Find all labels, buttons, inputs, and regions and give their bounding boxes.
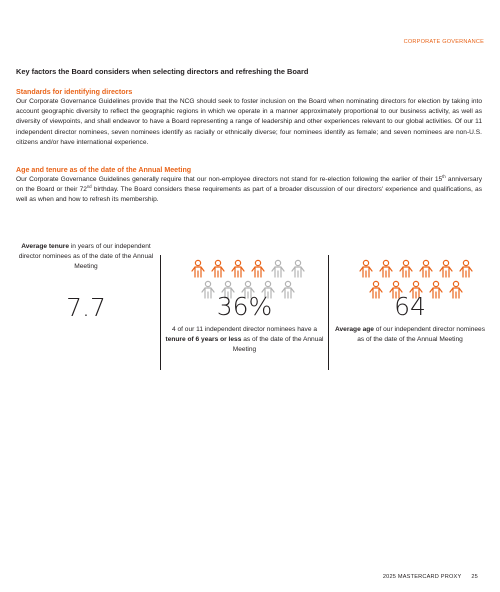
tenure-value: 7.7 — [66, 293, 106, 322]
standards-paragraph: Our Corporate Governance Guidelines provide that the NCG should seek to foster inclusion on the Board when nominating directors for election by taking into account geographic diversity to reflect the geographic regions in which we operate in a manner approximately proportional to our business activity, as well as diversity of viewpoints, and shall endeavor to have a Board representing a range of leadership and other experiences relevant to our global activities. Of our 11 independent director nominees, seven nominees identify as racially or ethnically diverse; four nominees identify as female; and seven nominees are non-U.S. citizens and/or have international experience. — [16, 98, 482, 146]
standards-heading: Standards for identifying directors — [16, 88, 133, 96]
divider-1 — [160, 255, 161, 370]
tenure-label-bold: Average tenure — [21, 243, 69, 250]
page-number: 25 — [471, 574, 478, 580]
age-tenure-text-2: anniversary on the Board or their 72 — [16, 176, 482, 194]
age-label-bold: Average age — [334, 326, 374, 333]
divider-2 — [328, 255, 329, 370]
tenure-stat — [16, 240, 156, 322]
short-tenure-person-icon — [212, 260, 224, 277]
short-tenure-person-icon — [192, 260, 204, 277]
short-tenure-label — [163, 325, 326, 355]
short-tenure-stat — [163, 292, 326, 355]
page-footer — [383, 574, 478, 580]
sup-th: th — [442, 173, 446, 179]
age-tenure-heading: Age and tenure as of the date of the Annual Meeting — [16, 166, 192, 174]
age-person-icon — [460, 260, 472, 277]
short-tenure-person-icon — [232, 260, 244, 277]
age-label — [332, 325, 488, 345]
short-tenure-label-post: as of the date of the Annual Meeting — [232, 336, 324, 353]
short-tenure-person-icon — [252, 260, 264, 277]
age-person-icon — [420, 260, 432, 277]
short-tenure-label-bold: tenure of 6 years or less — [165, 336, 242, 343]
short-tenure-value: 36% — [216, 292, 273, 321]
tenure-label — [16, 240, 156, 287]
footer-doc: 2025 MASTERCARD PROXY — [382, 574, 462, 580]
page-heading: Key factors the Board considers when selecting directors and refreshing the Board — [16, 67, 309, 76]
age-person-icon — [440, 260, 452, 277]
age-tenure-text-1: Our Corporate Governance Guidelines generally require that our non-employee directors not stand for re-election following the earlier of their 15 — [16, 176, 443, 183]
sup-nd: nd — [86, 184, 92, 190]
age-label-rest: of our independent director nominees as of the date of the Annual Meeting — [357, 326, 486, 343]
age-tenure-paragraph — [16, 175, 482, 206]
section-header: CORPORATE GOVERNANCE — [403, 39, 484, 45]
age-stat — [332, 292, 488, 345]
age-value: 64 — [394, 292, 426, 321]
age-person-icon — [400, 260, 412, 277]
age-person-icon — [380, 260, 392, 277]
age-person-icon — [360, 260, 372, 277]
short-tenure-label-pre: 4 of our 11 independent director nominees have a — [171, 326, 318, 333]
tenure-label-rest: in years of our independent director nominees as of the date of the Annual Meeting — [18, 243, 154, 270]
age-tenure-text-3: birthday. The Board considers these requirements as part of a broader discussion of our directors' experience and qualifications, as well as when and how to refresh its membership. — [16, 186, 482, 204]
short-tenure-person-icon — [272, 260, 284, 277]
short-tenure-person-icon — [292, 260, 304, 277]
